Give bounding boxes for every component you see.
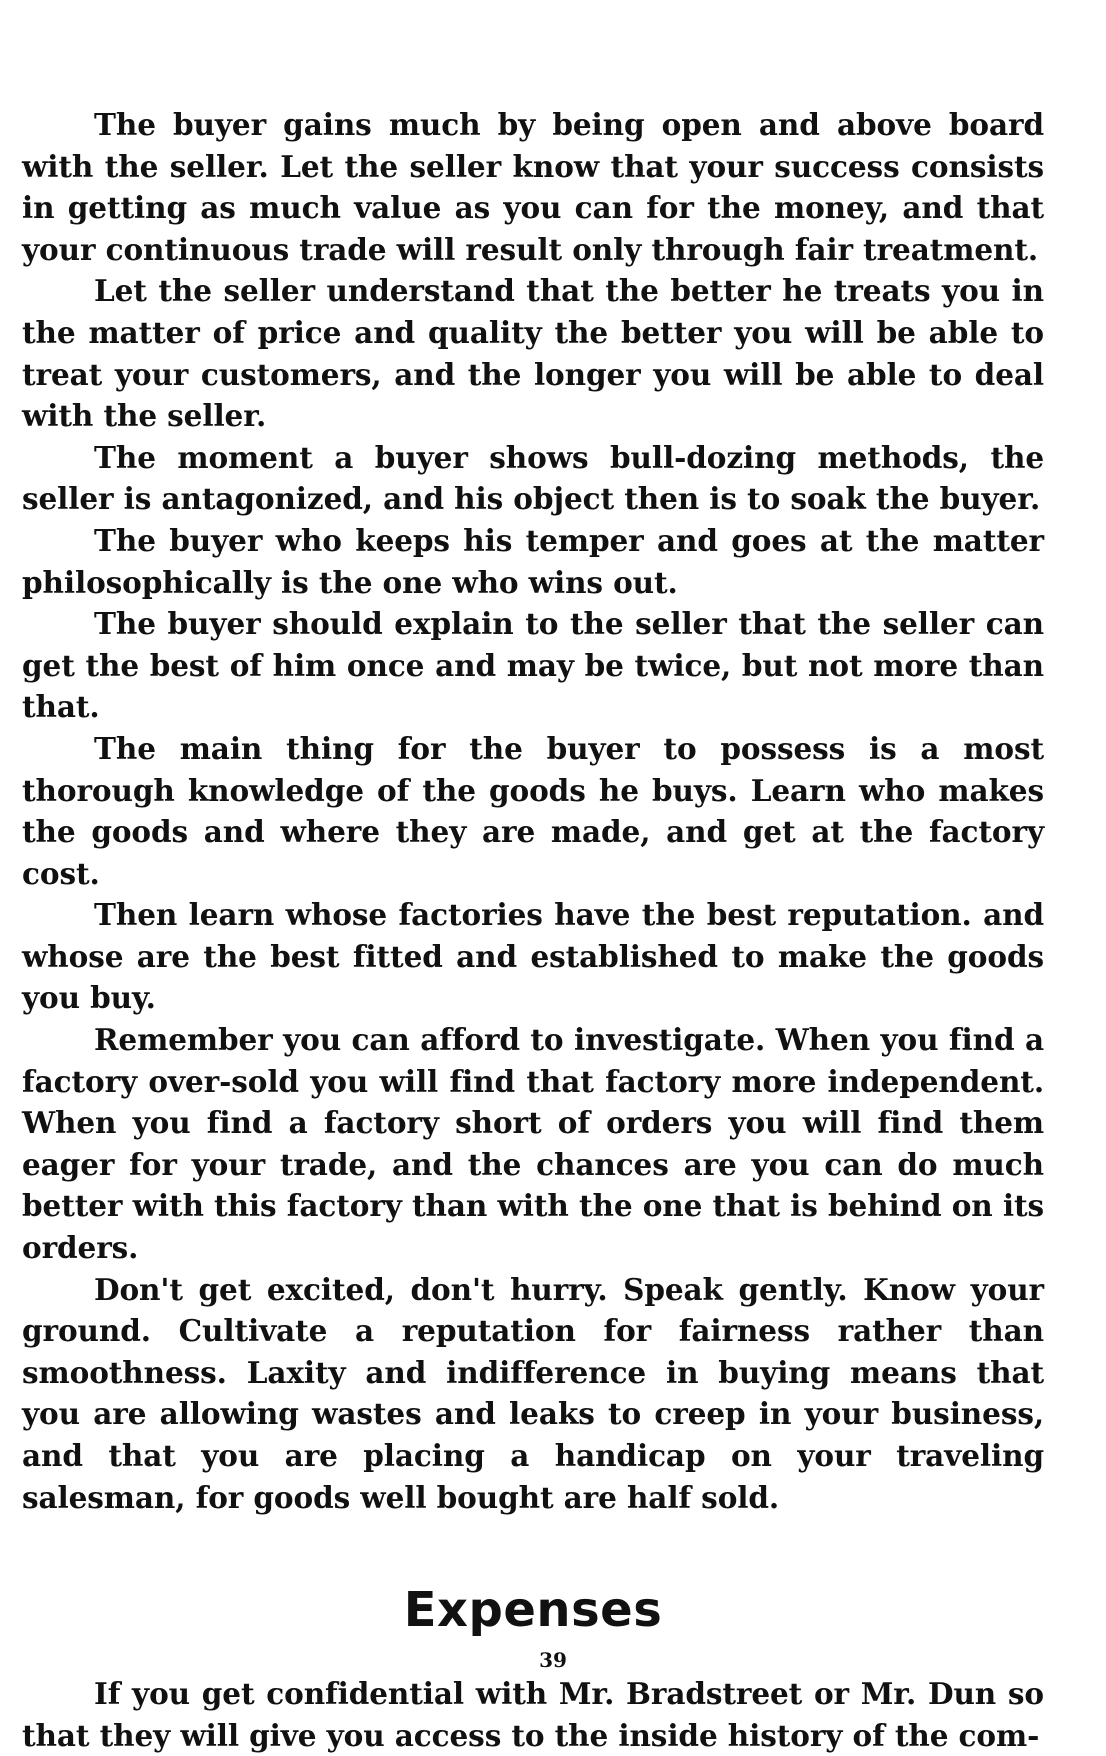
paragraph-dont-hurry: Don't get excited, don't hurry. Speak gently. Know your ground. Cultivate a reputation for fairness rather than smoothness. Laxity and indifference in buying means that you are allowing wastes and leaks to creep in your business, and that you are placing a handicap on your traveling salesman, for goods well bought are half sold. — [22, 1271, 1044, 1515]
paragraph-knowledge-of-goods: The main thing for the buyer to possess is a most thorough knowledge of the goods he buys. Learn who makes the goods and where they are made, and get at the factory cost. — [22, 730, 1044, 891]
paragraph-factory-reputation: Then learn whose factories have the best reputation. and whose are the best fitted and established to make the goods you buy. — [22, 897, 1044, 1016]
page-number: 39 — [539, 1648, 567, 1672]
section-heading-expenses: Expenses — [403, 1582, 663, 1639]
paragraph-fair-treatment: Let the seller understand that the better he treats you in the matter of price and quality the better you will be able to treat your customers, and the longer you will be able to deal with the seller. — [22, 273, 1044, 434]
paragraph-investigate: Remember you can afford to investigate. When you find a factory over-sold you will find that factory more independent. When you find a factory short of orders you will find them eager for your trade, and the chances are you can do much better with this factory than with the one that is behind on its orders. — [22, 1022, 1044, 1266]
paragraph-open-dealing: The buyer gains much by being open and above board with the seller. Let the seller know that your success consists in getting as much value as you can for the money, and that your continuous trade will result only through fair treatment. — [22, 107, 1044, 267]
paragraph-bull-dozing: The moment a buyer shows bull-dozing methods, the seller is antagonized, and his object then is to soak the buyer. — [22, 439, 1044, 517]
paragraph-explain-to-seller: The buyer should explain to the seller that the seller can get the best of him once and may be twice, but not more than that. — [22, 606, 1044, 725]
paragraph-temper: The buyer who keeps his temper and goes at the matter philosophically is the one who wins out. — [22, 522, 1044, 600]
paragraph-bradstreet-dun: If you get confidential with Mr. Bradstreet or Mr. Dun so that they will give you access to the inside history of the com- — [22, 1676, 1044, 1753]
book-page — [22, 104, 1044, 1756]
